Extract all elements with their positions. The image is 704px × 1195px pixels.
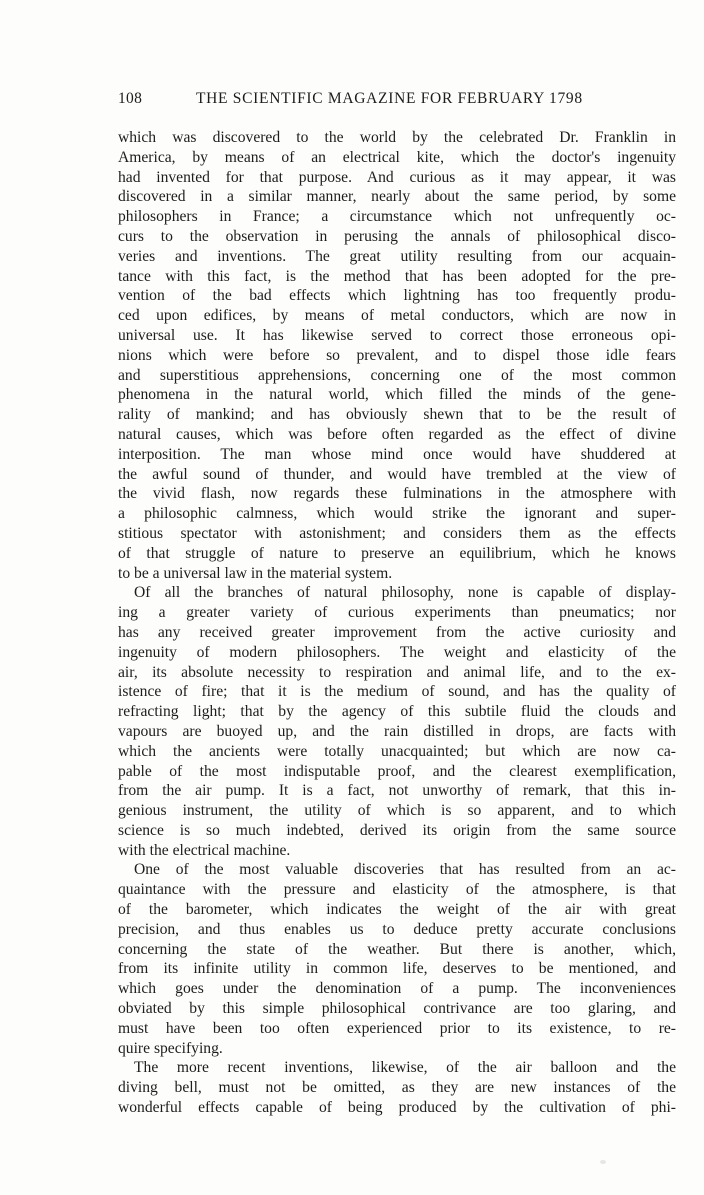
text-line: refracting light; that by the agency of this subtile fluid the clouds and (118, 703, 676, 721)
text-line: veries and inventions. The great utility resulting from our acquain- (118, 247, 676, 265)
text-line: curs to the observation in perusing the annals of philosophical disco- (118, 227, 676, 245)
text-line: genious instrument, the utility of which is so apparent, and to which (118, 802, 676, 820)
text-line: interposition. The man whose mind once would have shuddered at (118, 445, 676, 463)
text-line: ing a greater variety of curious experiments than pneumatics; nor (118, 604, 676, 622)
text-line: rality of mankind; and has obviously shewn that to be the result of (118, 406, 676, 424)
text-line: has any received greater improvement from the active curiosity and (118, 623, 676, 641)
text-line: quire specifying. (118, 1039, 223, 1057)
text-line: diving bell, must not be omitted, as they are new instances of the (118, 1079, 676, 1097)
text-line: a philosophic calmness, which would strike the ignorant and super- (118, 505, 676, 523)
text-line: of the barometer, which indicates the weight of the air with great (118, 901, 676, 919)
text-line: which the ancients were totally unacquainted; but which are now ca- (118, 742, 676, 760)
text-line: air, its absolute necessity to respiration and animal life, and to the ex- (118, 663, 676, 681)
text-line: must have been too often experienced prior to its existence, to re- (118, 1019, 676, 1037)
text-line: had invented for that purpose. And curious as it may appear, it was (118, 168, 676, 186)
text-line: concerning the state of the weather. But there is another, which, (118, 940, 676, 958)
text-line: ced upon edifices, by means of metal conductors, which are now in (118, 307, 676, 325)
text-line: One of the most valuable discoveries that has resulted from an ac- (134, 861, 676, 879)
text-line: universal use. It has likewise served to correct those erroneous opi- (118, 326, 676, 344)
text-line: and superstitious apprehensions, concerning one of the most common (118, 366, 676, 384)
text-line: natural causes, which was before often regarded as the effect of divine (118, 425, 676, 443)
running-title: THE SCIENTIFIC MAGAZINE FOR FEBRUARY 1798 (196, 90, 583, 107)
text-line: stitious spectator with astonishment; and considers them as the effects (118, 524, 676, 542)
page-number: 108 (118, 90, 143, 107)
text-line: tance with this fact, is the method that has been adopted for the pre- (118, 267, 676, 285)
paper-speck (600, 1160, 606, 1164)
text-line: obviated by this simple philosophical contrivance are too glaring, and (118, 1000, 676, 1018)
text-line: vapours are buoyed up, and the rain distilled in drops, are facts with (118, 722, 676, 740)
text-line: the awful sound of thunder, and would have trembled at the view of (118, 465, 676, 483)
text-line: wonderful effects capable of being produced by the cultivation of phi- (118, 1099, 676, 1117)
text-line: of that struggle of nature to preserve an equilibrium, which he knows (118, 544, 676, 562)
text-line: from the air pump. It is a fact, not unworthy of remark, that this in- (118, 782, 676, 800)
text-line: to be a universal law in the material system. (118, 564, 393, 582)
text-line: the vivid flash, now regards these fulminations in the atmosphere with (118, 485, 676, 503)
text-line: The more recent inventions, likewise, of the air balloon and the (134, 1059, 676, 1077)
text-line: which was discovered to the world by the celebrated Dr. Franklin in (118, 129, 676, 146)
text-line: pable of the most indisputable proof, and the clearest exemplification, (118, 762, 676, 780)
text-line: America, by means of an electrical kite, which the doctor's ingenuity (118, 148, 676, 166)
text-line: science is so much indebted, derived its origin from the same source (118, 821, 676, 839)
text-line: quaintance with the pressure and elasticity of the atmosphere, is that (118, 881, 676, 899)
text-line: vention of the bad effects which lightning has too frequently produ- (118, 287, 676, 305)
text-line: philosophers in France; a circumstance which not unfrequently oc- (118, 208, 676, 226)
running-head (118, 90, 674, 110)
text-line: phenomena in the natural world, which filled the minds of the gene- (118, 386, 676, 404)
text-line: istence of fire; that it is the medium of sound, and has the quality of (118, 683, 676, 701)
text-line: ingenuity of modern philosophers. The weight and elasticity of the (118, 643, 676, 661)
text-line: discovered in a similar manner, nearly about the same period, by some (118, 188, 676, 206)
text-line: from its infinite utility in common life, deserves to be mentioned, and (118, 960, 676, 978)
text-line: precision, and thus enables us to deduce pretty accurate conclusions (118, 920, 676, 938)
text-line: with the electrical machine. (118, 841, 291, 859)
text-line: nions which were before so prevalent, and to dispel those idle fears (118, 346, 676, 364)
text-line: Of all the branches of natural philosophy, none is capable of display- (134, 584, 676, 602)
article-body (118, 128, 676, 1118)
text-line: which goes under the denomination of a pump. The inconveniences (118, 980, 676, 998)
